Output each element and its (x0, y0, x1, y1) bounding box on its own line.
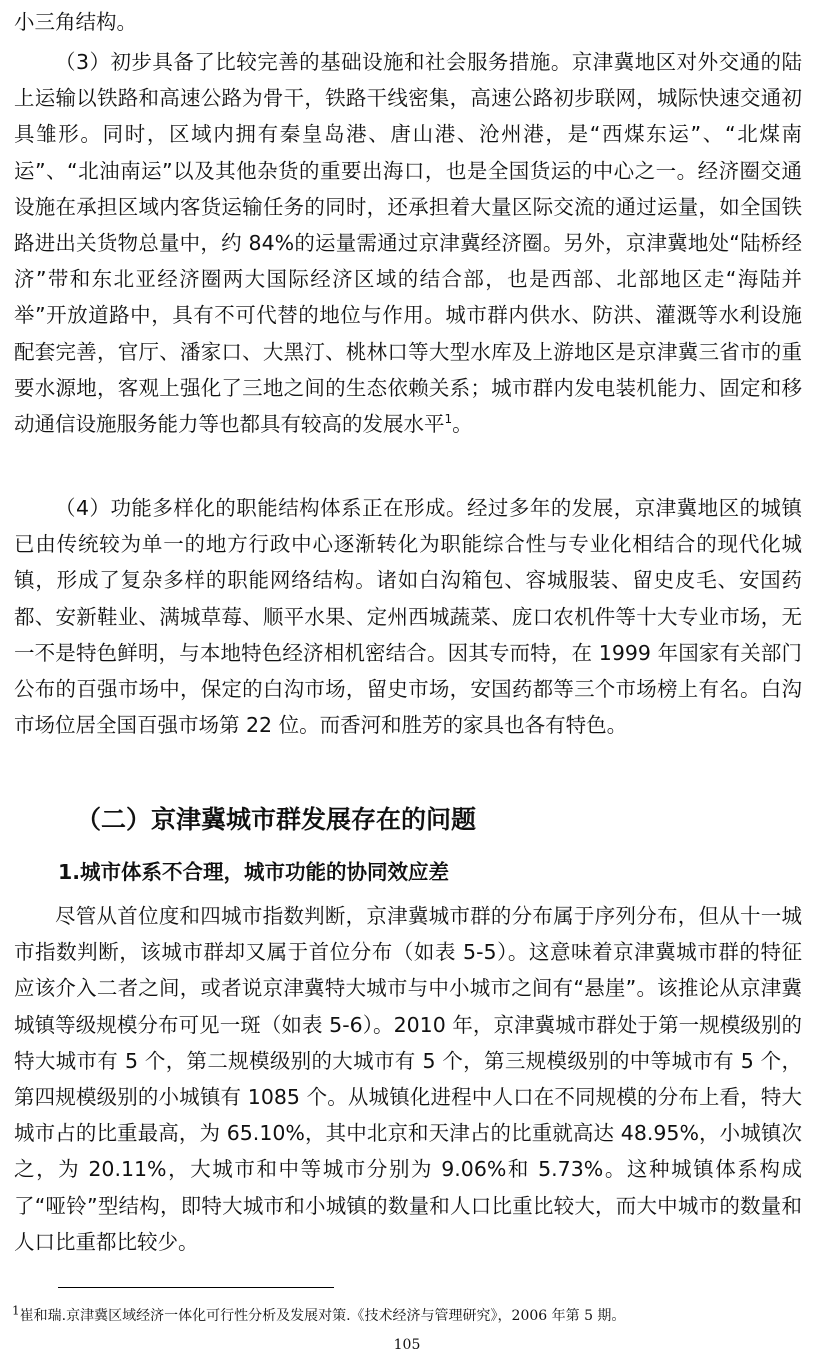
subsection-heading: 1.城市体系不合理，城市功能的协同效应差 (58, 860, 450, 884)
paragraph-text: （3）初步具备了比较完善的基础设施和社会服务措施。京津冀地区对外交通的陆上运输以铁路和高速公路为骨干，铁路干线密集，高速公路初步联网，城际快速交通初具雏形。同时，区域内拥有秦皇岛港、唐山港、沧州港，是“西煤东运”、“北煤南运”、“北油南运”以及其他杂货的重要出海口，也是全国货运的中心之一。经济圈交通设施在承担区域内客货运输任务的同时，还承担着大量区际交流的通过运量，如全国铁路进出关货物总量中，约 84%的运量需通过京津冀经济圈。另外，京津冀地处“陆桥经济”带和东北亚经济圈两大国际经济区域的结合部，也是西部、北部地区走“海陆并举”开放道路中，具有不可代替的地位与作用。城市群内供水、防洪、灌溉等水利设施配套完善，官厅、潘家口、大黑汀、桃林口等大型水库及上游地区是京津冀三省市的重要水源地，客观上强化了三地之间的生态依赖关系；城市群内发电装机能力、固定和移动通信设施服务能力等也都具有较高的发展水平 (14, 50, 802, 437)
footnote-reference[interactable]: 1 (444, 412, 453, 427)
paragraph-continuation (14, 4, 802, 40)
paragraph-text: （4）功能多样化的职能结构体系正在形成。经过多年的发展，京津冀地区的城镇已由传统较为单一的地方行政中心逐渐转化为职能综合性与专业化相结合的现代化城镇，形成了复杂多样的职能网络结构。诸如白沟箱包、容城服装、留史皮毛、安国药都、安新鞋业、满城草莓、顺平水果、定州西城蔬菜、庞口农机件等十大专业市场，无一不是特色鲜明，与本地特色经济相机密结合。因其专而特，在 1999 年国家有关部门公布的百强市场中，保定的白沟市场，留史市场，安国药都等三个市场榜上有名。白沟市场位居全国百强市场第 22 位。而香河和胜芳的家具也各有特色。 (14, 496, 802, 738)
page-number: 105 (393, 1337, 421, 1353)
paragraph-infrastructure (14, 44, 802, 442)
paragraph-text: 尽管从首位度和四城市指数判断，京津冀城市群的分布属于序列分布，但从十一城市指数判断，该城市群却又属于首位分布（如表 5-5）。这意味着京津冀城市群的特征应该介入二者之间，或者说京津冀特大城市与中小城市之间有“悬崖”。该推论从京津冀城镇等级规模分布可见一斑（如表 5-6）。2010 年，京津冀城市群处于第一规模级别的特大城市有 5 个，第二规模级别的大城市有 5 个，第三规模级别的中等城市有 5 个，第四规模级别的小城镇有 1085 个。从城镇化进程中人口在不同规模的分布上看，特大城市占的比重最高，为 65.10%，其中北京和天津占的比重就高达 48.95%，小城镇次之，为 20.11%，大城市和中等城市分别为 9.06%和 5.73%。这种城镇体系构成了“哑铃”型结构，即特大城市和小城镇的数量和人口比重比较大，而大中城市的数量和人口比重都比较少。 (14, 904, 802, 1254)
paragraph-functions (14, 490, 802, 743)
footnote-mark: 1 (12, 1303, 20, 1318)
footnote-text: 崔和瑞.京津冀区域经济一体化可行性分析及发展对策.《技术经济与管理研究》，2006 年第 5 期。 (19, 1308, 626, 1324)
footnote (12, 1303, 802, 1326)
paragraph-city-system (14, 898, 802, 1260)
section-heading: （二）京津冀城市群发展存在的问题 (76, 805, 477, 834)
paragraph-tail: 。 (452, 412, 473, 437)
paragraph-text: 小三角结构。 (14, 10, 137, 34)
footnote-divider (58, 1287, 334, 1288)
